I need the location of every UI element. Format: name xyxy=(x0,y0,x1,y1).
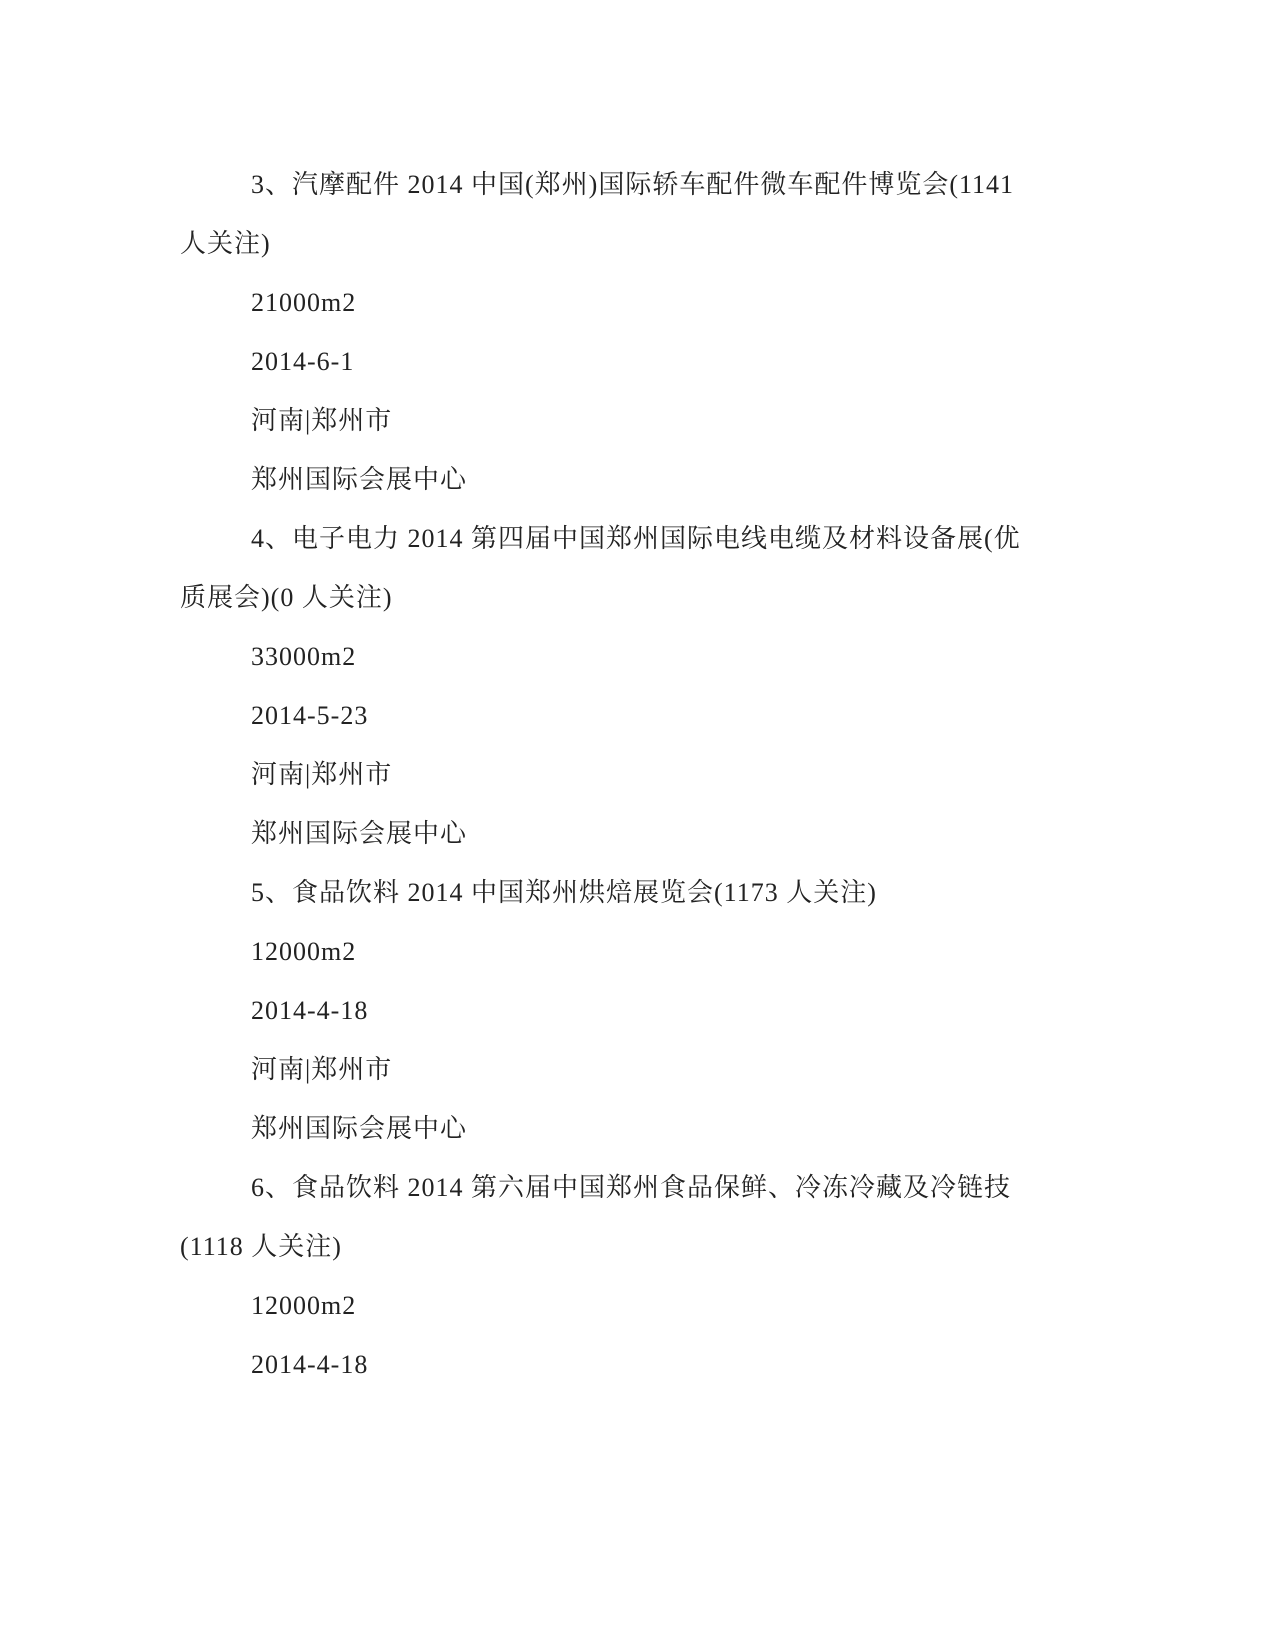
exhibition-4-title-line-1: 4、电子电力 2014 第四届中国郑州国际电线电缆及材料设备展(优 xyxy=(251,524,1021,553)
exhibition-3-title-line-2: 人关注) xyxy=(180,229,271,258)
exhibition-4-city: 河南|郑州市 xyxy=(251,760,393,789)
exhibition-5-date: 2014-4-18 xyxy=(251,996,369,1025)
exhibition-3-venue: 郑州国际会展中心 xyxy=(251,465,468,494)
exhibition-5-city: 河南|郑州市 xyxy=(251,1055,393,1084)
exhibition-3-area: 21000m2 xyxy=(251,288,357,317)
exhibition-3-date: 2014-6-1 xyxy=(251,347,355,376)
exhibition-3-city: 河南|郑州市 xyxy=(251,406,393,435)
exhibition-4-area: 33000m2 xyxy=(251,642,357,671)
exhibition-3-title-line-1: 3、汽摩配件 2014 中国(郑州)国际轿车配件微车配件博览会(1141 xyxy=(251,170,1015,199)
exhibition-5-title: 5、食品饮料 2014 中国郑州烘焙展览会(1173 人关注) xyxy=(251,878,877,907)
exhibition-4-venue: 郑州国际会展中心 xyxy=(251,819,468,848)
exhibition-5-venue: 郑州国际会展中心 xyxy=(251,1114,468,1143)
exhibition-5-area: 12000m2 xyxy=(251,937,357,966)
exhibition-6-title-line-2: (1118 人关注) xyxy=(180,1232,342,1261)
exhibition-6-title-line-1: 6、食品饮料 2014 第六届中国郑州食品保鲜、冷冻冷藏及冷链技 xyxy=(251,1173,1012,1202)
exhibition-6-area: 12000m2 xyxy=(251,1291,357,1320)
exhibition-4-title-line-2: 质展会)(0 人关注) xyxy=(180,583,393,612)
exhibition-4-date: 2014-5-23 xyxy=(251,701,369,730)
exhibition-6-date: 2014-4-18 xyxy=(251,1350,369,1379)
document-body xyxy=(180,155,1040,1394)
